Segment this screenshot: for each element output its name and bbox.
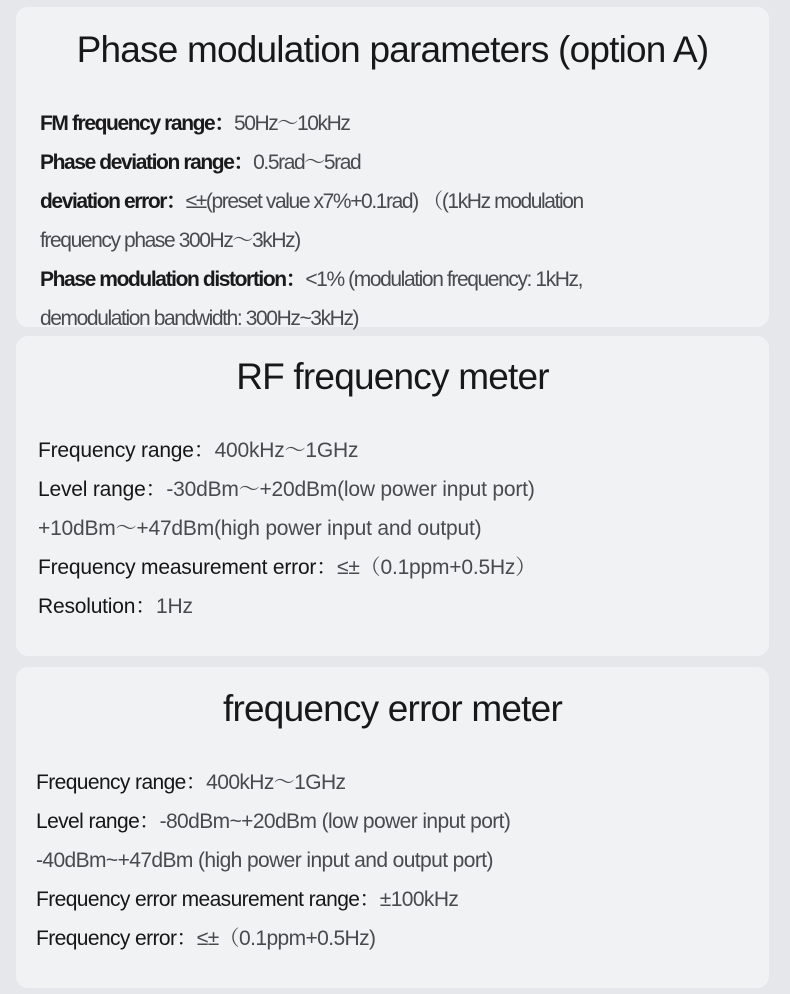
spec-label: Frequency measurement error： [38, 555, 338, 579]
spec-item [38, 548, 749, 587]
spec-value-continuation: frequency phase 300Hz～3kHz) [40, 228, 300, 252]
phase-modulation-card [16, 7, 769, 330]
spec-item [40, 182, 749, 260]
spec-label: Resolution： [38, 594, 157, 618]
spec-item [38, 470, 749, 548]
spec-item [36, 763, 749, 802]
spec-list [16, 431, 769, 626]
spec-label: Frequency error： [36, 926, 197, 950]
spec-item [38, 431, 749, 470]
spec-value: -30dBm～+20dBm(low power input port) [166, 477, 535, 501]
spec-value: ≤±（0.1ppm+0.5Hz) [196, 926, 376, 950]
spec-label: Phase modulation distortion： [40, 267, 306, 291]
section-title: frequency error meter [223, 688, 562, 729]
spec-label: deviation error： [40, 189, 186, 213]
spec-value-continuation: +10dBm～+47dBm(high power input and output) [38, 516, 482, 540]
spec-value-continuation: -40dBm~+47dBm (high power input and output port) [36, 848, 493, 872]
spec-label: Frequency range： [36, 770, 207, 794]
spec-value: ±100kHz [379, 887, 459, 911]
spec-label: Frequency range： [38, 438, 215, 462]
spec-value: 1Hz [156, 594, 193, 618]
spec-value: -80dBm~+20dBm (low power input port) [159, 809, 511, 833]
spec-list [16, 104, 769, 338]
spec-label: Level range： [38, 477, 167, 501]
spec-item [36, 919, 749, 958]
spec-value: <1% (modulation frequency: 1kHz, [305, 267, 583, 291]
spec-label: Level range： [36, 809, 160, 833]
spec-item [40, 143, 749, 182]
spec-value: 400kHz～1GHz [206, 770, 346, 794]
section-title: Phase modulation parameters (option A) [76, 29, 709, 70]
section-title: RF frequency meter [236, 356, 549, 397]
spec-label: Phase deviation range： [40, 150, 254, 174]
spec-item [38, 587, 749, 626]
spec-item [40, 104, 749, 143]
frequency-error-meter-card [16, 667, 769, 988]
spec-value: 0.5rad～5rad [253, 150, 361, 174]
spec-list [16, 763, 769, 958]
spec-item [36, 802, 749, 880]
spec-value: 50Hz～10kHz [233, 111, 350, 135]
spec-item [36, 880, 749, 919]
spec-value: 400kHz～1GHz [214, 438, 359, 462]
spec-label: FM frequency range： [40, 111, 234, 135]
spec-item [40, 260, 749, 338]
spec-value: ≤±(preset value x7%+0.1rad) （(1kHz modulation [185, 189, 583, 213]
spec-label: Frequency error measurement range： [36, 887, 380, 911]
spec-value-continuation: demodulation bandwidth: 300Hz~3kHz) [40, 306, 359, 330]
spec-value: ≤±（0.1ppm+0.5Hz） [337, 555, 537, 579]
rf-frequency-meter-card [16, 336, 769, 656]
